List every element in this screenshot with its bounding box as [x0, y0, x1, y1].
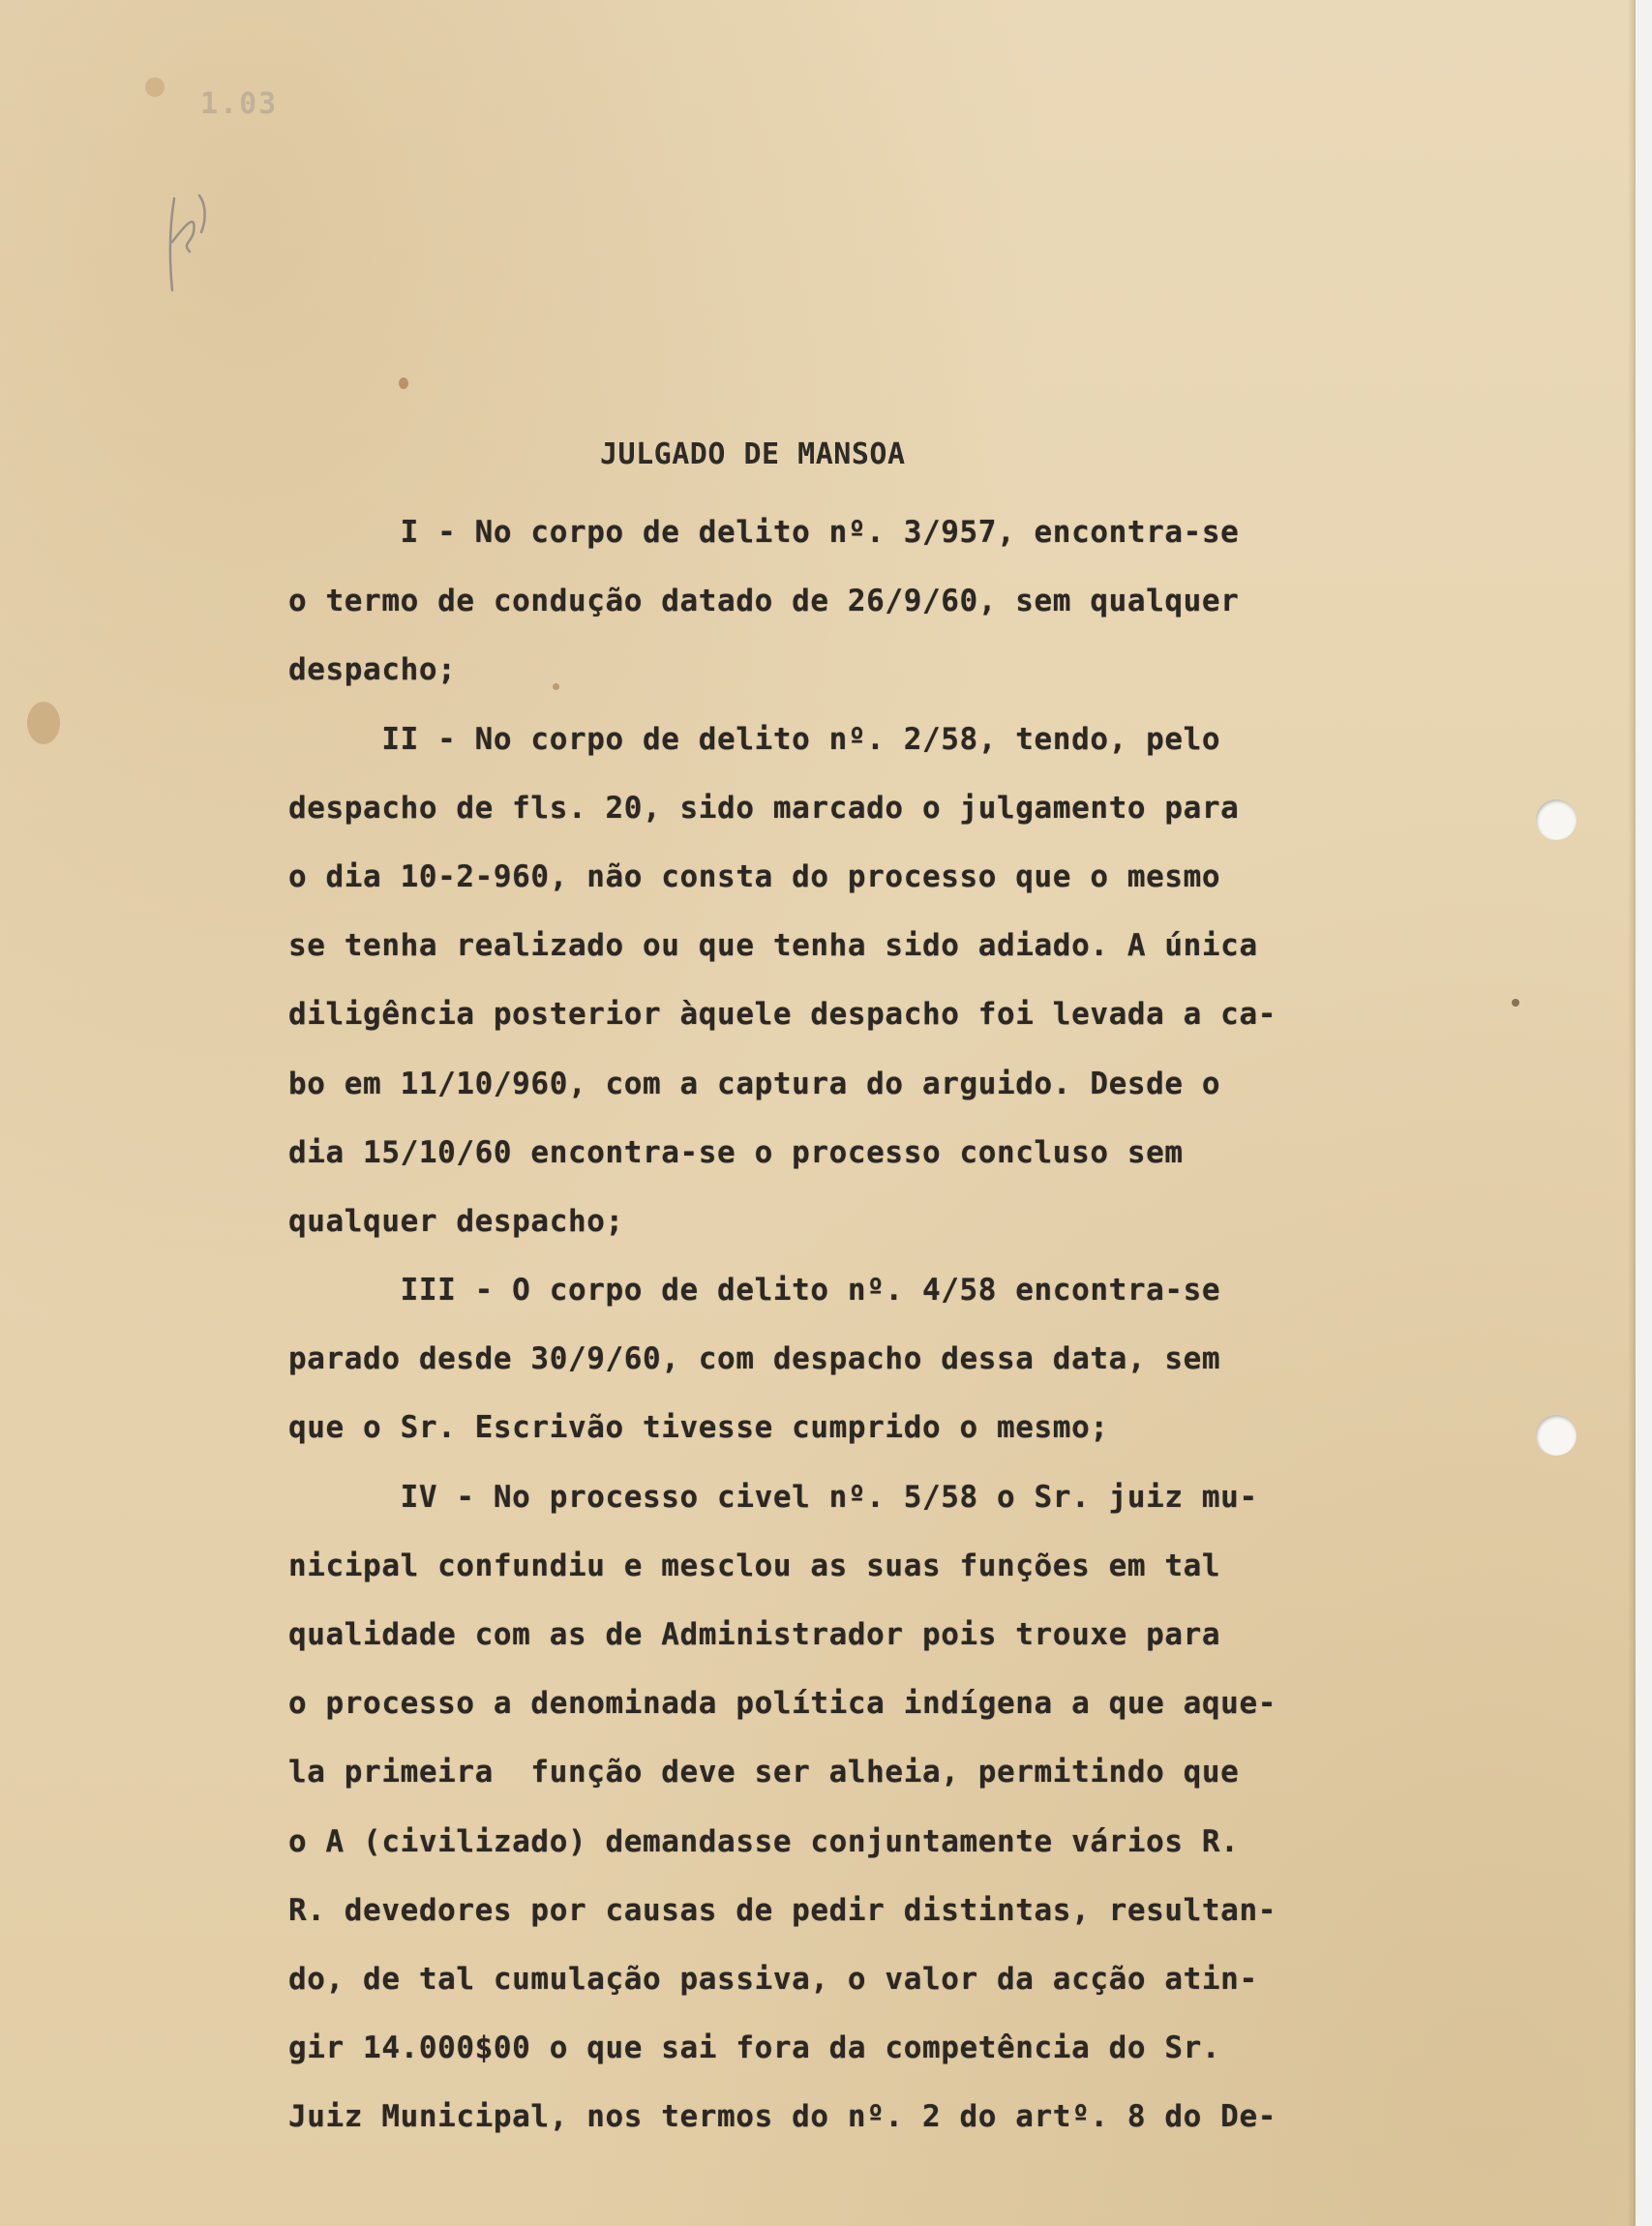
document-line: o dia 10-2-960, não consta do processo que o mesmo	[288, 858, 1221, 894]
document-line: qualquer despacho;	[288, 1203, 624, 1239]
document-line: R. devedores por causas de pedir distintas, resultan-	[288, 1892, 1277, 1928]
document-line: o processo a denominada política indígena a que aque-	[288, 1686, 1277, 1722]
document-line: o A (civilizado) demandasse conjuntamente vários R.	[288, 1823, 1240, 1859]
document-line: II - No corpo de delito nº. 2/58, tendo, pelo	[288, 721, 1221, 757]
paper-stain	[399, 377, 408, 389]
punch-hole-bottom	[1536, 1415, 1577, 1456]
document-line: parado desde 30/9/60, com despacho dessa data, sem	[288, 1341, 1221, 1377]
document-line: dia 15/10/60 encontra-se o processo concluso sem	[288, 1134, 1184, 1170]
document-line: gir 14.000$00 o que sai fora da competência do Sr.	[288, 2030, 1221, 2066]
document-heading: JULGADO DE MANSOA	[600, 437, 906, 471]
document-line: do, de tal cumulação passiva, o valor da acção atin-	[288, 1961, 1258, 1997]
scan-background-strip	[1636, 0, 1652, 2226]
document-line: bo em 11/10/960, com a captura do arguido. Desde o	[288, 1066, 1221, 1101]
document-line: o termo de condução datado de 26/9/60, sem qualquer	[288, 584, 1240, 619]
document-line: la primeira função deve ser alheia, permitindo que	[288, 1755, 1240, 1790]
document-line: se tenha realizado ou que tenha sido adiado. A única	[288, 928, 1258, 964]
document-line: nicipal confundiu e mesclou as suas funções em tal	[288, 1548, 1221, 1583]
paper-stain	[27, 702, 60, 744]
page-reference-mark: 1.03	[200, 87, 279, 121]
document-line: qualidade com as de Administrador pois trouxe para	[288, 1617, 1221, 1652]
document-line: que o Sr. Escrivão tivesse cumprido o mesmo;	[288, 1410, 1109, 1446]
document-line: despacho;	[288, 652, 457, 688]
document-line: III - O corpo de delito nº. 4/58 encontra-se	[288, 1273, 1221, 1309]
punch-hole-top	[1536, 799, 1577, 840]
document-body	[288, 498, 1314, 2152]
document-line: diligência posterior àquele despacho foi levada a ca-	[288, 997, 1277, 1033]
handwritten-initials-icon	[163, 184, 221, 300]
document-line: I - No corpo de delito nº. 3/957, encontra-se	[288, 515, 1240, 550]
document-line: Juiz Municipal, nos termos do nº. 2 do artº. 8 do De-	[288, 2099, 1277, 2135]
paper-stain	[145, 77, 165, 97]
paper-stain	[1512, 999, 1519, 1007]
document-line: despacho de fls. 20, sido marcado o julgamento para	[288, 790, 1240, 826]
document-line: IV - No processo civel nº. 5/58 o Sr. juiz mu-	[288, 1479, 1258, 1515]
